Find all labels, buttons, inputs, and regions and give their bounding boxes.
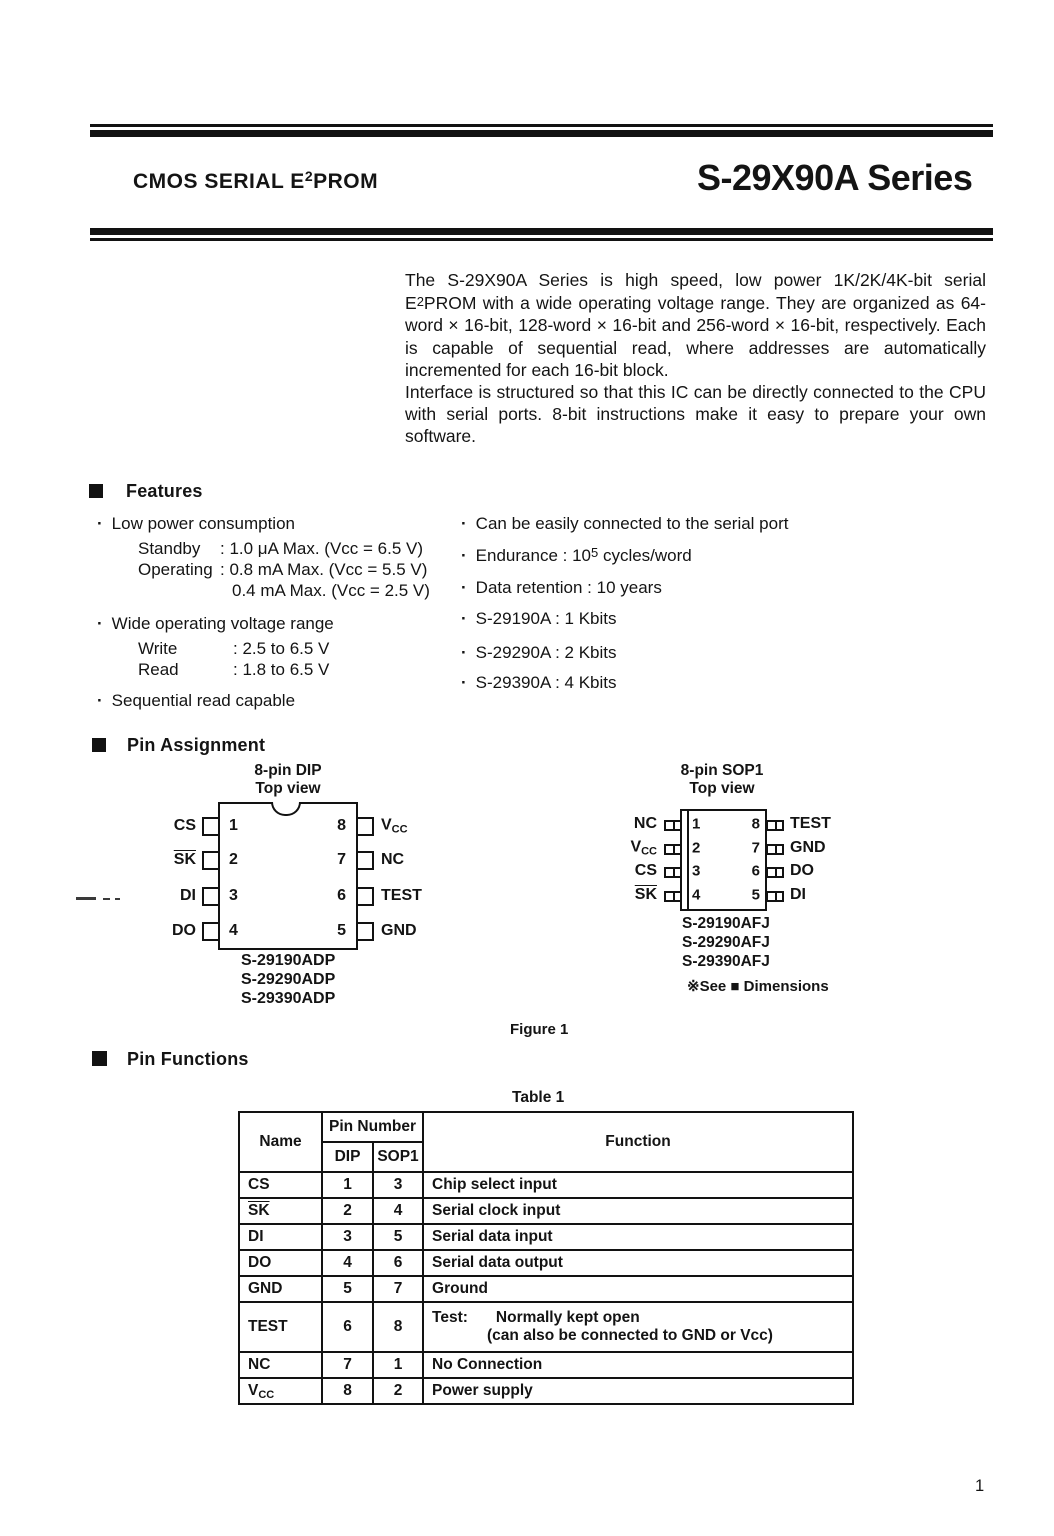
features-heading: Features bbox=[126, 481, 203, 501]
dip-pin7-box bbox=[356, 851, 374, 870]
sop-pin5-number: 5 bbox=[751, 886, 760, 904]
dip-number-cell: 3 bbox=[322, 1224, 373, 1250]
pin-functions-table bbox=[238, 1111, 854, 1405]
sop-number-cell: 3 bbox=[373, 1172, 423, 1198]
bullet-icon: · bbox=[461, 643, 467, 662]
feature-low-power bbox=[97, 514, 295, 534]
function-cell: Serial clock input bbox=[423, 1198, 853, 1224]
feature-label: Can be easily connected to the serial port bbox=[475, 514, 789, 533]
dip-pin2-box bbox=[202, 851, 220, 870]
sop-pin5-label bbox=[790, 886, 806, 904]
scan-artifact-dash bbox=[115, 898, 120, 900]
section-square-icon bbox=[92, 1051, 107, 1066]
top-rule-thin bbox=[90, 124, 993, 127]
feature-sub-label: Standby bbox=[138, 539, 201, 558]
section-square-icon bbox=[89, 484, 103, 498]
dip-title-line: 8-pin DIP bbox=[254, 762, 322, 779]
sop-pin2-label bbox=[600, 839, 657, 858]
doc-type-post: PROM bbox=[313, 170, 379, 193]
feature-label: cycles/word bbox=[598, 546, 692, 565]
header-bottom-rule-thin bbox=[90, 238, 993, 241]
sop-pin7-label bbox=[790, 839, 826, 857]
sop-pin8-number: 8 bbox=[751, 815, 760, 833]
figure-caption: Figure 1 bbox=[510, 1021, 569, 1038]
dip-pin4-number: 4 bbox=[229, 922, 238, 939]
bullet-icon: · bbox=[461, 514, 467, 533]
col-header-name: Name bbox=[239, 1112, 322, 1172]
table-row bbox=[239, 1378, 853, 1404]
intro-paragraph-2: Interface is structured so that this IC can be directly connected to the CPU with serial ports. 8-bit instructions make it easy to prepare your own software. bbox=[405, 382, 986, 447]
feature-label: Low power consumption bbox=[111, 514, 295, 533]
feature-2kbit bbox=[461, 643, 617, 663]
sop-number-cell: 2 bbox=[373, 1378, 423, 1404]
pin-label: DO bbox=[172, 922, 196, 939]
feature-label: S-29390A : 4 Kbits bbox=[475, 673, 617, 692]
pin-label: CS bbox=[173, 817, 196, 834]
function-line2: (can also be connected to GND or Vcc) bbox=[487, 1327, 773, 1344]
page-title: S-29X90A Series bbox=[697, 157, 973, 198]
top-rule-thick bbox=[90, 130, 993, 137]
intro-p1-post: PROM with a wide operating voltage range. They are organized as 64-word × 16-bit, 128-word × 16-bit and 256-word × 16-bit, respectively. Each is capable of sequential read, where addresses are automatically incremented for each 16-bit block. bbox=[405, 293, 986, 380]
sop-pin4-label bbox=[600, 886, 657, 904]
dip-pin6-number: 6 bbox=[337, 887, 346, 904]
dip-title bbox=[218, 762, 358, 798]
feature-label: S-29190A : 1 Kbits bbox=[475, 609, 617, 628]
function-text: Normally kept open bbox=[495, 1309, 640, 1326]
sop-pin1-stub bbox=[664, 820, 682, 831]
dip-pin4-label bbox=[140, 922, 196, 940]
feature-4kbit bbox=[461, 673, 617, 693]
sop-pin4-number: 4 bbox=[692, 886, 701, 904]
sop-pin6-label bbox=[790, 862, 814, 880]
pin-label: DO bbox=[790, 862, 814, 879]
dip-pin6-label bbox=[381, 887, 422, 905]
intro-paragraph bbox=[405, 269, 986, 448]
pin-name-cell: GND bbox=[239, 1276, 322, 1302]
bullet-icon: · bbox=[461, 546, 467, 565]
dip-number-cell: 7 bbox=[322, 1352, 373, 1378]
sop-number-cell: 6 bbox=[373, 1250, 423, 1276]
bullet-icon: · bbox=[97, 514, 103, 533]
feature-sub-value: : 0.8 mA Max. (Vcc = 5.5 V) bbox=[220, 560, 428, 579]
dip-pin5-box bbox=[356, 922, 374, 941]
sop-pin6-number: 6 bbox=[751, 862, 760, 880]
feature-sub-label: Operating bbox=[138, 560, 213, 579]
bullet-icon: · bbox=[461, 673, 467, 692]
pin-label: V bbox=[381, 816, 392, 834]
feature-1kbit bbox=[461, 609, 617, 629]
sop-pin7-stub bbox=[766, 844, 784, 855]
pin-name-cell bbox=[239, 1198, 322, 1224]
dip-pin4-box bbox=[202, 922, 220, 941]
pin-label: V bbox=[630, 838, 642, 856]
function-cell: Serial data output bbox=[423, 1250, 853, 1276]
feature-retention bbox=[461, 578, 662, 598]
pin-name-cell bbox=[239, 1378, 322, 1404]
part-number: S-29190ADP bbox=[241, 952, 336, 969]
endurance-superscript: 5 bbox=[590, 545, 599, 560]
bullet-icon: · bbox=[461, 578, 467, 597]
pin-label: $\overline{SK}$ bbox=[173, 851, 196, 868]
function-cell: Power supply bbox=[423, 1378, 853, 1404]
table-row bbox=[239, 1198, 853, 1224]
function-cell: Chip select input bbox=[423, 1172, 853, 1198]
function-cell bbox=[423, 1302, 853, 1352]
feature-write-row bbox=[138, 639, 329, 659]
dip-pin2-label bbox=[140, 851, 196, 869]
function-cell: Serial data input bbox=[423, 1224, 853, 1250]
sop-pin3-number: 3 bbox=[692, 862, 701, 880]
pin-label: NC bbox=[381, 851, 405, 868]
table-caption: Table 1 bbox=[512, 1089, 565, 1106]
table-row bbox=[239, 1250, 853, 1276]
pin-label: CS bbox=[634, 862, 657, 879]
part-number: S-29390ADP bbox=[241, 990, 336, 1007]
feature-sequential bbox=[97, 691, 295, 711]
dip-pin1-label bbox=[140, 817, 196, 835]
sop-pin2-stub bbox=[664, 844, 682, 855]
feature-read-row bbox=[138, 660, 329, 680]
sop-pin5-stub bbox=[766, 891, 784, 902]
table-row bbox=[239, 1352, 853, 1378]
sop-number-cell: 1 bbox=[373, 1352, 423, 1378]
feature-label: Endurance : 10 bbox=[475, 546, 591, 565]
header-bottom-rule-thick bbox=[90, 228, 993, 235]
pin-name-cell: DO bbox=[239, 1250, 322, 1276]
dip-notch-icon bbox=[271, 802, 301, 816]
table-row bbox=[239, 1276, 853, 1302]
pin-label: GND bbox=[381, 922, 417, 939]
feature-endurance bbox=[461, 545, 692, 566]
dip-pin3-box bbox=[202, 887, 220, 906]
feature-sub-value: : 2.5 to 6.5 V bbox=[233, 639, 330, 658]
feature-standby-row bbox=[138, 539, 423, 559]
dip-pin7-number: 7 bbox=[337, 851, 346, 868]
pin-name-cell: NC bbox=[239, 1352, 322, 1378]
col-header-function: Function bbox=[423, 1112, 853, 1172]
pin-label-subscript: CC bbox=[641, 845, 657, 858]
sop-number-cell: 5 bbox=[373, 1224, 423, 1250]
sop-pin7-number: 7 bbox=[751, 839, 760, 857]
col-header-dip: DIP bbox=[322, 1142, 373, 1172]
pin-assignment-heading: Pin Assignment bbox=[127, 735, 266, 755]
feature-sub-value: 0.4 mA Max. (Vcc = 2.5 V) bbox=[232, 581, 430, 600]
part-number: S-29190AFJ bbox=[682, 915, 770, 932]
pin-label: DI bbox=[790, 886, 806, 903]
page-number: 1 bbox=[975, 1477, 985, 1495]
pin-label: NC bbox=[633, 815, 657, 832]
scan-artifact-dash bbox=[76, 897, 96, 900]
sop-pin8-label bbox=[790, 815, 831, 833]
sop-topview-label: Top view bbox=[689, 780, 755, 797]
doc-type-pre: CMOS SERIAL E bbox=[133, 170, 305, 193]
doc-type-label bbox=[133, 168, 378, 194]
feature-sub-value: : 1.0 μA Max. (Vcc = 6.5 V) bbox=[220, 539, 424, 558]
function-prefix: Test: bbox=[432, 1309, 468, 1326]
dip-pin3-number: 3 bbox=[229, 887, 238, 904]
scan-artifact-dash bbox=[103, 898, 110, 900]
sop-number-cell: 7 bbox=[373, 1276, 423, 1302]
pin-name-cell: TEST bbox=[239, 1302, 322, 1352]
sop-pin3-stub bbox=[664, 867, 682, 878]
sop-number-cell: 4 bbox=[373, 1198, 423, 1224]
dip-pin8-label bbox=[381, 817, 408, 836]
pin-label: TEST bbox=[381, 887, 422, 904]
table-row bbox=[239, 1302, 853, 1352]
pin-name: $\overline{SK}$ bbox=[248, 1202, 270, 1219]
dip-number-cell: 8 bbox=[322, 1378, 373, 1404]
sop-pin1-number: 1 bbox=[692, 815, 701, 833]
dip-pin1-number: 1 bbox=[229, 817, 238, 834]
bullet-icon: · bbox=[97, 614, 103, 633]
dip-pin2-number: 2 bbox=[229, 851, 238, 868]
dip-pin1-box bbox=[202, 817, 220, 836]
dip-pin3-label bbox=[140, 887, 196, 905]
feature-label: Data retention : 10 years bbox=[475, 578, 662, 597]
table-row bbox=[239, 1224, 853, 1250]
sop-pin4-stub bbox=[664, 891, 682, 902]
part-number: S-29390AFJ bbox=[682, 953, 770, 970]
dip-number-cell: 2 bbox=[322, 1198, 373, 1224]
intro-p1-superscript: 2 bbox=[416, 294, 424, 310]
sop-pin6-stub bbox=[766, 867, 784, 878]
dip-number-cell: 6 bbox=[322, 1302, 373, 1352]
table-row bbox=[239, 1172, 853, 1198]
feature-operating-row-2 bbox=[138, 581, 430, 601]
dip-pin6-box bbox=[356, 887, 374, 906]
pin-label: TEST bbox=[790, 815, 831, 832]
dip-pin8-number: 8 bbox=[337, 817, 346, 834]
dip-pin5-number: 5 bbox=[337, 922, 346, 939]
feature-label: S-29290A : 2 Kbits bbox=[475, 643, 617, 662]
function-line1 bbox=[432, 1309, 852, 1327]
feature-label: Wide operating voltage range bbox=[111, 614, 334, 633]
dip-pin8-box bbox=[356, 817, 374, 836]
bullet-icon: · bbox=[97, 691, 103, 710]
dip-pin7-label bbox=[381, 851, 404, 869]
col-header-pin-number: Pin Number bbox=[322, 1112, 423, 1142]
feature-sub-label bbox=[138, 581, 220, 601]
pin-label: GND bbox=[790, 839, 826, 856]
sop-pin1-label bbox=[600, 815, 657, 833]
dip-number-cell: 4 bbox=[322, 1250, 373, 1276]
sop-number-cell: 8 bbox=[373, 1302, 423, 1352]
dip-topview-label: Top view bbox=[255, 780, 321, 797]
pin-label: $\overline{SK}$ bbox=[634, 886, 657, 903]
pin-label-subscript: CC bbox=[391, 823, 408, 836]
dip-pin5-label bbox=[381, 922, 417, 940]
part-number: S-29290AFJ bbox=[682, 934, 770, 951]
pin-name-cell: DI bbox=[239, 1224, 322, 1250]
intro-paragraph-1 bbox=[405, 269, 986, 381]
pin-functions-heading: Pin Functions bbox=[127, 1049, 249, 1069]
dip-number-cell: 5 bbox=[322, 1276, 373, 1302]
function-cell: No Connection bbox=[423, 1352, 853, 1378]
bullet-icon: · bbox=[461, 609, 467, 628]
feature-serial-port bbox=[461, 514, 788, 534]
intro-p1-pre: The S-29X90A Series is high speed, low power 1K/2K/4K-bit serial E bbox=[405, 270, 986, 314]
sop-inner-line bbox=[687, 811, 689, 909]
pin-name-cell: CS bbox=[239, 1172, 322, 1198]
col-header-sop1: SOP1 bbox=[373, 1142, 423, 1172]
sop-title-line: 8-pin SOP1 bbox=[680, 762, 764, 779]
feature-label: Sequential read capable bbox=[111, 691, 296, 710]
sop-dimensions-note: ※See ■ Dimensions bbox=[687, 978, 829, 995]
sop-pin2-number: 2 bbox=[692, 839, 701, 857]
feature-sub-value: : 1.8 to 6.5 V bbox=[233, 660, 330, 679]
feature-sub-label: Read bbox=[138, 660, 179, 679]
feature-operating-row bbox=[138, 560, 427, 580]
sop-pin8-stub bbox=[766, 820, 784, 831]
sop-pin3-label bbox=[600, 862, 657, 880]
sop-title bbox=[667, 762, 777, 798]
pin-name-subscript: CC bbox=[258, 1388, 275, 1401]
section-square-icon bbox=[92, 738, 106, 752]
feature-voltage-range bbox=[97, 614, 334, 634]
dip-number-cell: 1 bbox=[322, 1172, 373, 1198]
function-cell: Ground bbox=[423, 1276, 853, 1302]
doc-type-superscript: 2 bbox=[304, 168, 314, 184]
part-number: S-29290ADP bbox=[241, 971, 336, 988]
feature-sub-label: Write bbox=[138, 639, 178, 658]
pin-name: V bbox=[248, 1381, 259, 1399]
pin-label: DI bbox=[180, 887, 196, 904]
